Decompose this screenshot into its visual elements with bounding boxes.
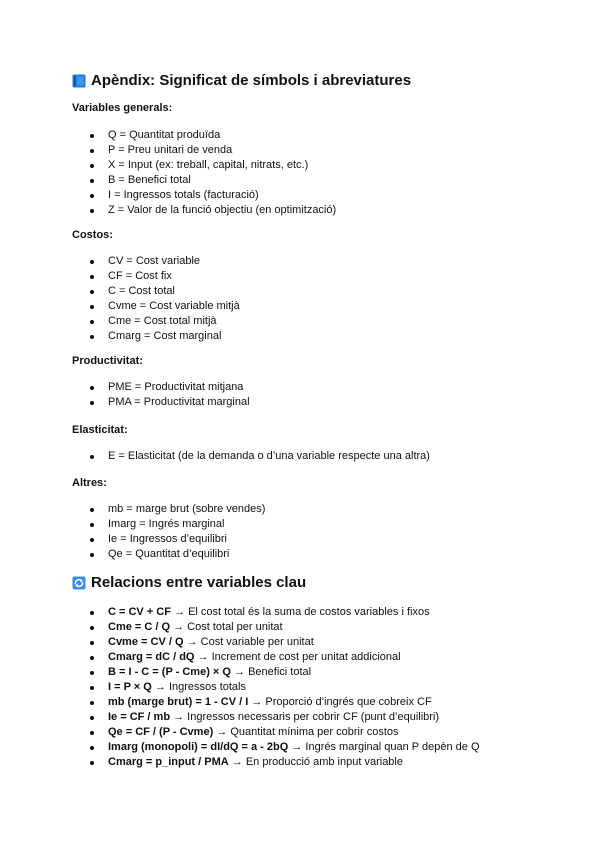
relation-description: → El cost total és la suma de costos variables i fixos: [174, 606, 430, 618]
relation-formula: Qe = CF / (P - Cvme): [108, 726, 214, 738]
section-heading-variables-generals: Variables generals:: [72, 102, 173, 114]
list-item: mb = marge brut (sobre vendes): [0, 502, 265, 517]
relation-item: [0, 725, 480, 740]
list-item: E = Elasticitat (de la demanda o d’una variable respecte una altra): [0, 449, 430, 464]
list-item: Cme = Cost total mitjà: [0, 314, 240, 329]
relation-formula: Cme = C / Q: [108, 621, 171, 633]
list-item: CF = Cost fix: [0, 269, 240, 284]
list-elasticitat: [0, 449, 430, 464]
appendix-title: [72, 72, 411, 89]
list-variables-generals: [0, 128, 336, 218]
relation-formula: Cvme = CV / Q: [108, 636, 184, 648]
list-altres: [0, 502, 265, 562]
list-item: CV = Cost variable: [0, 254, 240, 269]
list-relations: [0, 605, 480, 770]
relation-description: → Ingressos necessaris per cobrir CF (punt d’equilibri): [173, 711, 440, 723]
list-item: Z = Valor de la funció objectiu (en optimització): [0, 203, 336, 218]
appendix-title-text: Apèndix: Significat de símbols i abreviatures: [91, 72, 412, 89]
relation-item: [0, 635, 480, 650]
relations-title: [72, 574, 306, 591]
relation-description: → Increment de cost per unitat addicional: [197, 651, 401, 663]
relation-item: [0, 650, 480, 665]
list-item: PMA = Productivitat marginal: [0, 395, 250, 410]
relation-item: [0, 665, 480, 680]
list-item: I = Ingressos totals (facturació): [0, 188, 336, 203]
relation-item: [0, 620, 480, 635]
relation-formula: I = P × Q: [108, 681, 152, 693]
relation-formula: B = I - C = (P - Cme) × Q: [108, 666, 231, 678]
relation-description: → Benefici total: [234, 666, 312, 678]
relation-description: → Ingressos totals: [154, 681, 246, 693]
relation-description: → Ingrés marginal quan P depèn de Q: [291, 741, 480, 753]
list-item: Cmarg = Cost marginal: [0, 329, 240, 344]
list-item: Imarg = Ingrés marginal: [0, 517, 265, 532]
section-heading-costos: Costos:: [72, 229, 113, 241]
list-item: PME = Productivitat mitjana: [0, 380, 250, 395]
list-item: Ie = Ingressos d’equilibri: [0, 532, 265, 547]
relation-formula: Imarg (monopoli) = dI/dQ = a - 2bQ: [108, 741, 289, 753]
list-productivitat: [0, 380, 250, 410]
relation-item: [0, 695, 480, 710]
relation-item: [0, 710, 480, 725]
relation-formula: C = CV + CF: [108, 606, 171, 618]
section-heading-productivitat: Productivitat:: [72, 355, 143, 367]
relation-description: → Cost total per unitat: [173, 621, 283, 633]
list-item: B = Benefici total: [0, 173, 336, 188]
list-item: Cvme = Cost variable mitjà: [0, 299, 240, 314]
relation-formula: Cmarg = p_input / PMA: [108, 756, 229, 768]
relations-title-text: Relacions entre variables clau: [91, 574, 307, 591]
list-costos: [0, 254, 240, 344]
relation-description: → Quantitat mínima per cobrir costos: [216, 726, 399, 738]
relation-formula: Ie = CF / mb: [108, 711, 171, 723]
arrows-cycle-icon: [72, 576, 86, 590]
blue-book-icon: [72, 74, 86, 88]
relation-description: → En producció amb input variable: [231, 756, 403, 768]
relation-item: [0, 605, 480, 620]
relation-item: [0, 755, 480, 770]
list-item: P = Preu unitari de venda: [0, 143, 336, 158]
list-item: C = Cost total: [0, 284, 240, 299]
list-item: Qe = Quantitat d’equilibri: [0, 547, 265, 562]
list-item: Q = Quantitat produïda: [0, 128, 336, 143]
relation-description: → Cost variable per unitat: [186, 636, 314, 648]
relation-formula: mb (marge brut) = 1 - CV / I: [108, 696, 249, 708]
relation-description: → Proporció d’ingrés que cobreix CF: [251, 696, 432, 708]
relation-formula: Cmarg = dC / dQ: [108, 651, 195, 663]
relation-item: [0, 680, 480, 695]
list-item: X = Input (ex: treball, capital, nitrats, etc.): [0, 158, 336, 173]
relation-item: [0, 740, 480, 755]
section-heading-altres: Altres:: [72, 477, 107, 489]
section-heading-elasticitat: Elasticitat:: [72, 424, 128, 436]
